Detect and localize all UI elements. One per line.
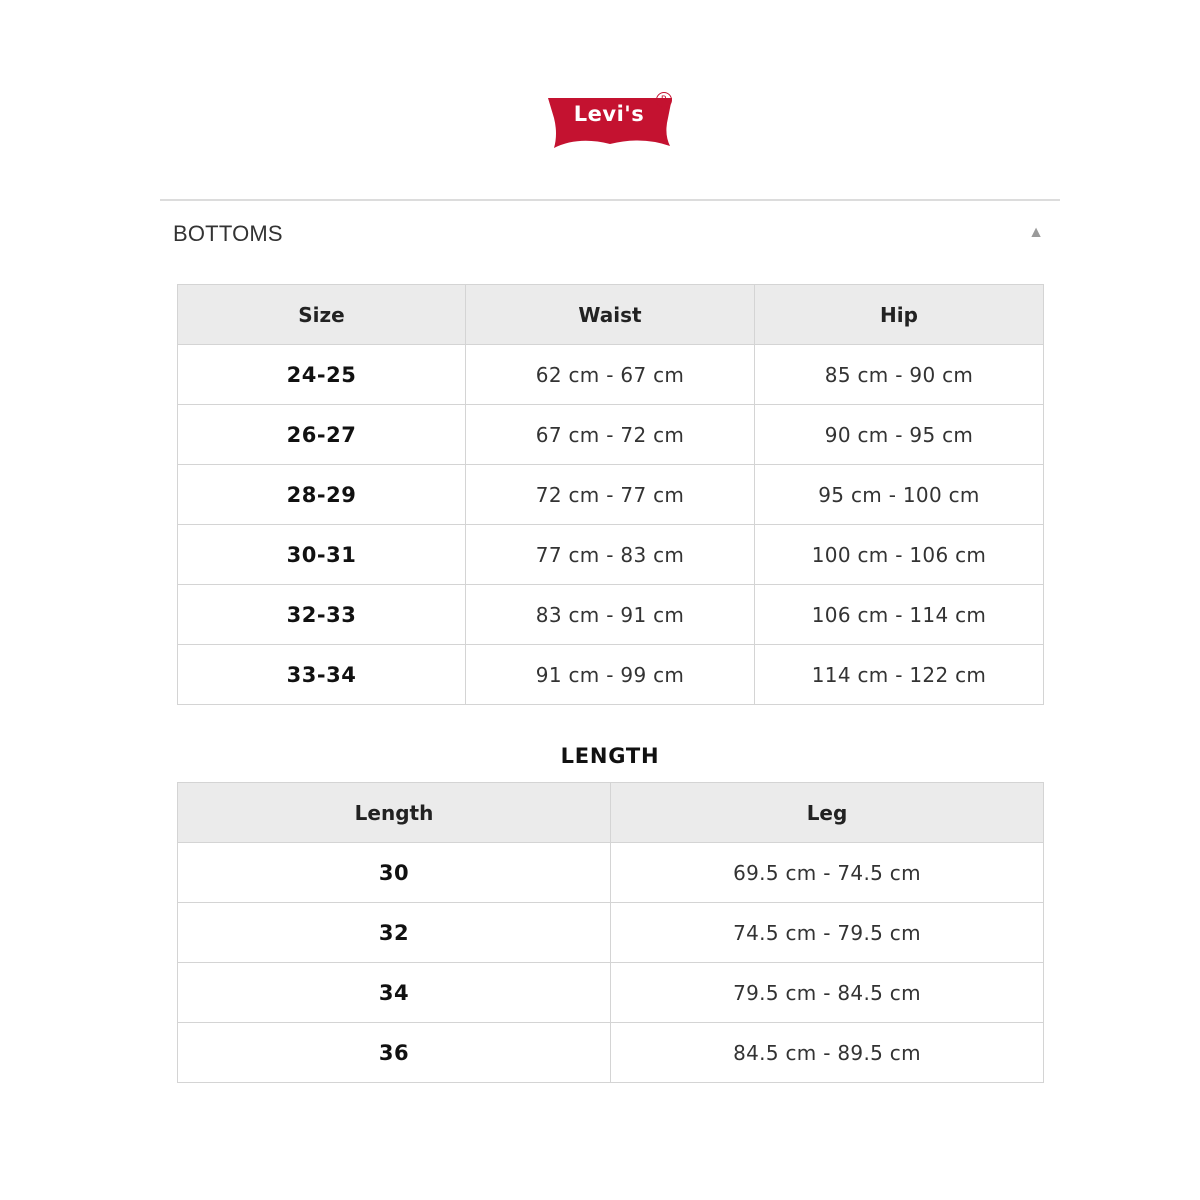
length-cell: 32 <box>178 903 611 963</box>
table-row <box>178 585 1044 645</box>
table-row <box>178 525 1044 585</box>
table-row <box>178 345 1044 405</box>
size-cell: 30-31 <box>178 525 466 585</box>
column-header-hip: Hip <box>755 285 1044 345</box>
length-section-title: LENGTH <box>560 744 660 768</box>
table-header-row <box>178 285 1044 345</box>
bottoms-size-table <box>177 284 1044 705</box>
column-header-waist: Waist <box>466 285 755 345</box>
size-cell: 24-25 <box>178 345 466 405</box>
length-cell: 34 <box>178 963 611 1023</box>
waist-cell: 77 cm - 83 cm <box>466 525 755 585</box>
table-row <box>178 843 1044 903</box>
levis-logo <box>546 94 676 152</box>
table-row <box>178 465 1044 525</box>
column-header-size: Size <box>178 285 466 345</box>
column-header-length: Length <box>178 783 611 843</box>
hip-cell: 114 cm - 122 cm <box>755 645 1044 705</box>
section-divider <box>160 199 1060 201</box>
column-header-leg: Leg <box>611 783 1044 843</box>
size-cell: 28-29 <box>178 465 466 525</box>
waist-cell: 62 cm - 67 cm <box>466 345 755 405</box>
table-row <box>178 1023 1044 1083</box>
size-cell: 33-34 <box>178 645 466 705</box>
bottoms-accordion-header[interactable] <box>160 210 1060 258</box>
hip-cell: 95 cm - 100 cm <box>755 465 1044 525</box>
hip-cell: 106 cm - 114 cm <box>755 585 1044 645</box>
leg-cell: 69.5 cm - 74.5 cm <box>611 843 1044 903</box>
hip-cell: 90 cm - 95 cm <box>755 405 1044 465</box>
table-row <box>178 963 1044 1023</box>
length-cell: 30 <box>178 843 611 903</box>
table-row <box>178 645 1044 705</box>
table-header-row <box>178 783 1044 843</box>
size-cell: 32-33 <box>178 585 466 645</box>
hip-cell: 100 cm - 106 cm <box>755 525 1044 585</box>
section-title: BOTTOMS <box>173 221 283 246</box>
size-cell: 26-27 <box>178 405 466 465</box>
waist-cell: 72 cm - 77 cm <box>466 465 755 525</box>
waist-cell: 67 cm - 72 cm <box>466 405 755 465</box>
registered-mark: R <box>656 92 672 108</box>
length-size-table <box>177 782 1044 1083</box>
logo-text: Levi's <box>573 102 645 126</box>
hip-cell: 85 cm - 90 cm <box>755 345 1044 405</box>
waist-cell: 83 cm - 91 cm <box>466 585 755 645</box>
leg-cell: 84.5 cm - 89.5 cm <box>611 1023 1044 1083</box>
table-row <box>178 405 1044 465</box>
leg-cell: 74.5 cm - 79.5 cm <box>611 903 1044 963</box>
triangle-up-icon[interactable]: ▲ <box>1028 224 1044 241</box>
length-cell: 36 <box>178 1023 611 1083</box>
waist-cell: 91 cm - 99 cm <box>466 645 755 705</box>
table-row <box>178 903 1044 963</box>
leg-cell: 79.5 cm - 84.5 cm <box>611 963 1044 1023</box>
